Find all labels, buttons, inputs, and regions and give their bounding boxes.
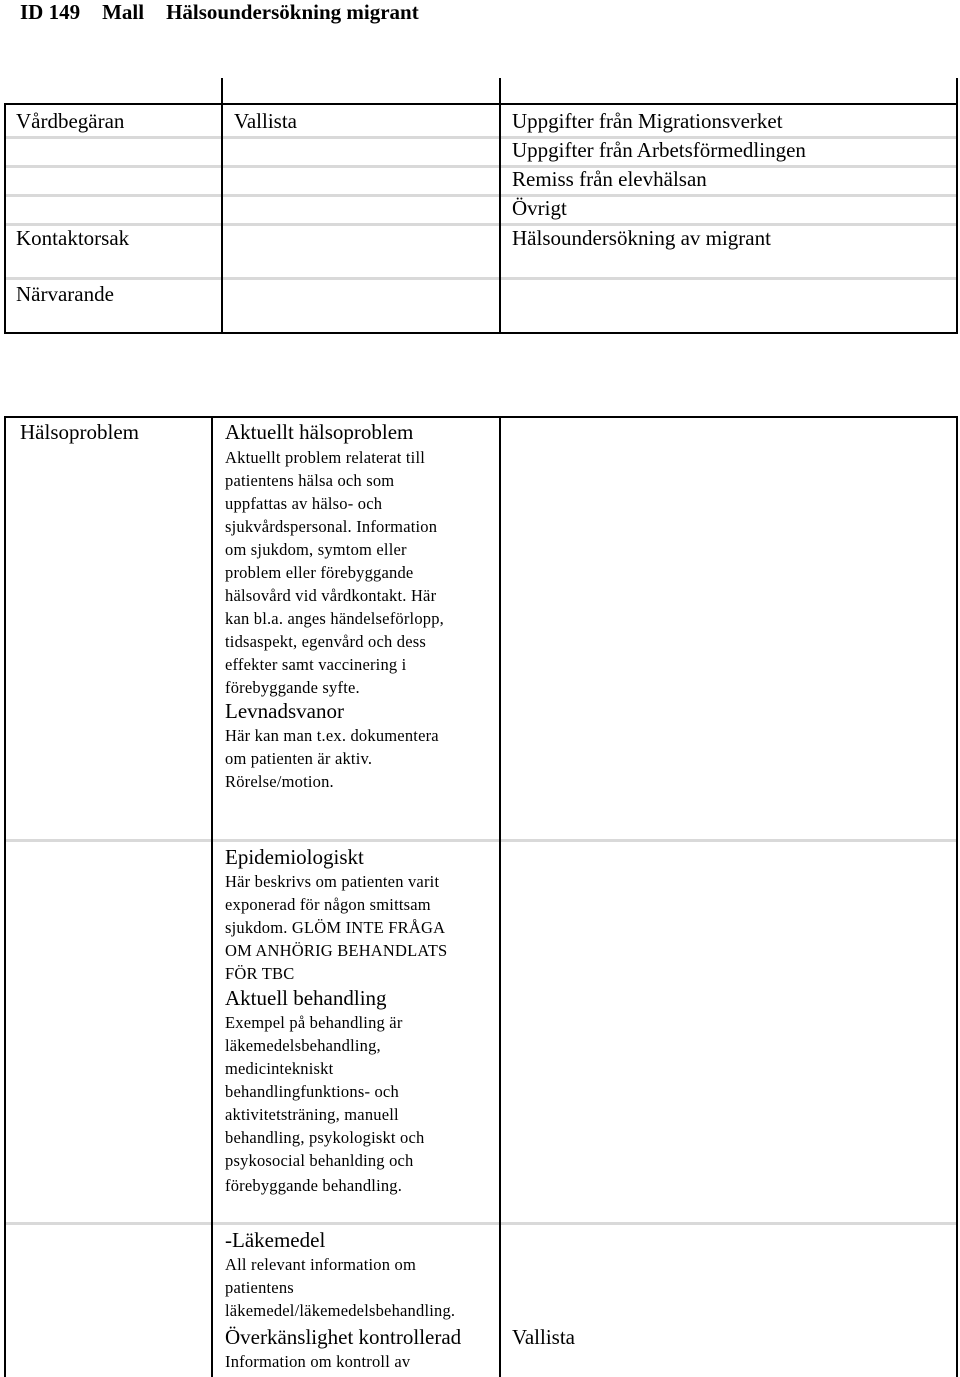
text-line: Aktuellt problem relaterat till [225,448,426,467]
row-separator [223,136,499,139]
epidemiologiskt-heading: Epidemiologiskt [225,845,364,869]
text-line: psykosocial behanlding och [225,1151,414,1170]
row-separator [213,1222,499,1225]
epidemiologiskt-section [225,845,447,985]
aktuell-behandling-text [225,1011,424,1197]
vardbegaran-label: Vårdbegäran [16,109,125,133]
text-line: Här kan man t.ex. dokumentera [225,726,439,745]
text-line: sjukdom. GLÖM INTE FRÅGA [225,918,446,937]
lakemedel-section [225,1228,455,1322]
header-right-border [956,78,958,334]
text-line: läkemedelsbehandling, [225,1036,381,1055]
row-separator [501,194,956,197]
header-bottom-border [4,332,958,334]
text-line: patientens hälsa och som [225,471,395,490]
text-line: läkemedel/läkemedelsbehandling. [225,1301,456,1320]
overkanslighet-heading: Överkänslighet kontrollerad [225,1325,462,1349]
text-line: hälsovård vid vårdkontakt. Här [225,586,437,605]
row-separator [6,165,221,168]
row-separator [223,165,499,168]
header-divider-1 [221,78,223,334]
vallista-field[interactable]: Vallista [234,109,297,133]
option-ovrigt[interactable]: Övrigt [512,196,567,220]
option-arbetsformedlingen[interactable]: Uppgifter från Arbetsförmedlingen [512,138,806,162]
text-line: Exempel på behandling är [225,1013,403,1032]
row-separator [6,839,211,842]
lakemedel-text [225,1253,455,1322]
row-separator [213,839,499,842]
text-line: FÖR TBC [225,964,295,983]
option-halsoundersokning[interactable]: Hälsoundersökning av migrant [512,226,771,250]
row-separator [223,223,499,226]
main-right-border [956,416,958,1377]
row-separator [6,1222,211,1225]
levnadsvanor-heading: Levnadsvanor [225,699,344,723]
main-divider-2 [499,416,501,1377]
aktuellt-halsoproblem-section [225,420,444,699]
text-line: Här beskrivs om patienten varit [225,872,440,891]
text-line: behandling, psykologiskt och [225,1128,425,1147]
title-name: Hälsoundersökning migrant [166,0,419,24]
overkanslighet-vallista-field[interactable]: Vallista [512,1325,575,1349]
lakemedel-heading: -Läkemedel [225,1228,326,1252]
row-separator [501,277,956,280]
option-remiss-elevhalsan[interactable]: Remiss från elevhälsan [512,167,707,191]
row-separator [6,136,221,139]
title-mall: Mall [102,0,145,24]
text-line: medicintekniskt [225,1059,334,1078]
levnadsvanor-text [225,724,439,793]
text-line: tidsaspekt, egenvård och dess [225,632,426,651]
main-divider-1 [211,416,213,1377]
text-line: All relevant information om [225,1255,416,1274]
text-line: OM ANHÖRIG BEHANDLATS [225,941,448,960]
narvarande-label: Närvarande [16,282,114,306]
text-line: kan bl.a. anges händelseförlopp, [225,609,444,628]
text-line: om patienten är aktiv. [225,749,373,768]
text-line: Information om kontroll av [225,1352,411,1371]
row-separator [223,194,499,197]
text-line: effekter samt vaccinering i [225,655,407,674]
overkanslighet-section [225,1325,461,1373]
title-id: ID 149 [20,0,81,24]
kontaktorsak-label: Kontaktorsak [16,226,130,250]
header-top-border [4,103,958,105]
aktuellt-halsoproblem-heading: Aktuellt hälsoproblem [225,420,414,444]
text-line: Rörelse/motion. [225,772,334,791]
option-migrationsverket[interactable]: Uppgifter från Migrationsverket [512,109,783,133]
text-line: aktivitetsträning, manuell [225,1105,399,1124]
text-line: exponerad för någon smittsam [225,895,431,914]
aktuell-behandling-section [225,986,424,1197]
text-line: förebyggande syfte. [225,678,360,697]
main-top-border [4,416,958,418]
levnadsvanor-section [225,699,439,793]
row-separator [6,194,221,197]
header-divider-2 [499,78,501,334]
epidemiologiskt-text [225,870,447,985]
halsoproblem-label: Hälsoproblem [20,420,139,444]
text-line: om sjukdom, symtom eller [225,540,407,559]
row-separator [223,277,499,280]
row-separator [501,839,956,842]
text-line: behandlingfunktions- och [225,1082,399,1101]
row-separator [6,277,221,280]
row-separator [501,1222,956,1225]
aktuell-behandling-heading: Aktuell behandling [225,986,387,1010]
text-line: uppfattas av hälso- och [225,494,383,513]
main-left-border [4,416,6,1377]
aktuellt-halsoproblem-text [225,446,444,699]
text-line: sjukvårdspersonal. Information [225,517,438,536]
text-line: förebyggande behandling. [225,1176,403,1195]
text-line: patientens [225,1278,294,1297]
text-line: problem eller förebyggande [225,563,414,582]
overkanslighet-text [225,1350,461,1373]
page-title [20,0,419,24]
